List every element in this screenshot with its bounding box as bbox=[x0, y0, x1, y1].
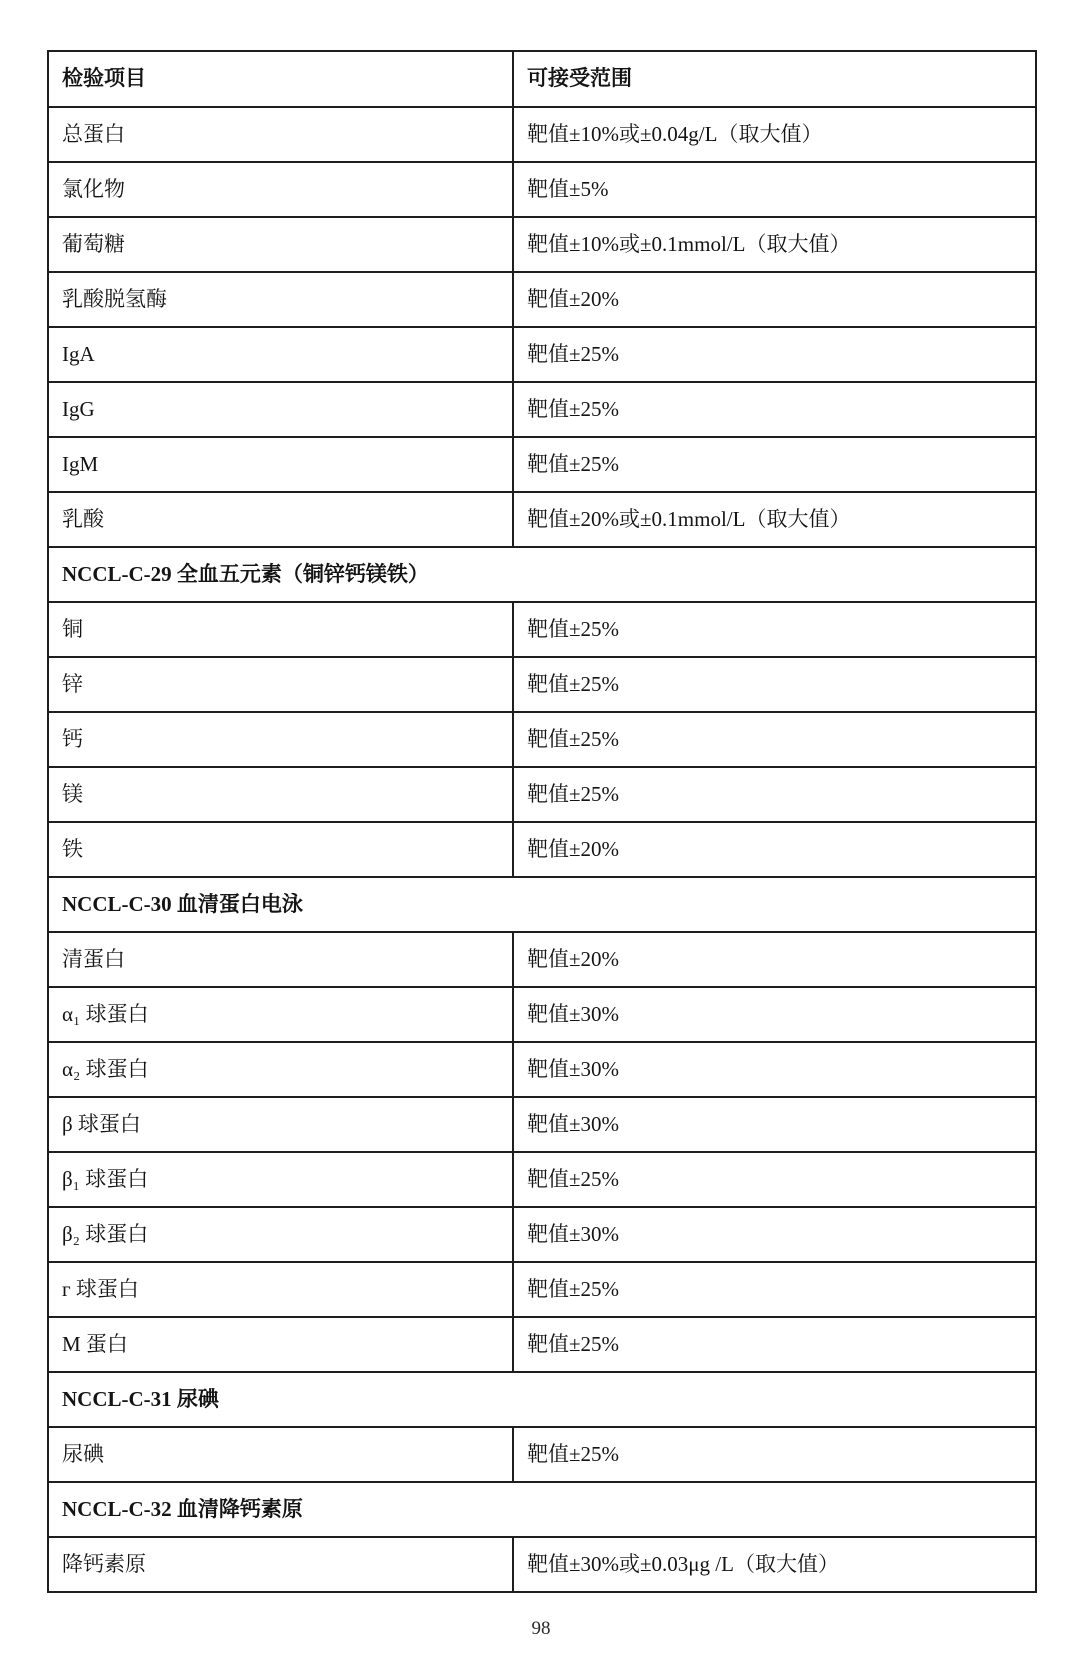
acceptable-range-cell: 靶值±25% bbox=[513, 1262, 1036, 1317]
acceptable-range-cell: 靶值±20% bbox=[513, 822, 1036, 877]
table-row bbox=[48, 107, 1036, 162]
page-number: 98 bbox=[531, 1618, 551, 1639]
table-row bbox=[48, 1097, 1036, 1152]
test-item-cell: IgM bbox=[48, 437, 513, 492]
test-item-cell: α₂ 球蛋白 bbox=[48, 1042, 513, 1097]
test-item-cell: IgA bbox=[48, 327, 513, 382]
acceptable-range-cell: 靶值±25% bbox=[513, 1317, 1036, 1372]
table-row bbox=[48, 162, 1036, 217]
table-row bbox=[48, 712, 1036, 767]
section-row bbox=[48, 877, 1036, 932]
test-item-cell: M 蛋白 bbox=[48, 1317, 513, 1372]
acceptable-range-cell: 靶值±20% bbox=[513, 272, 1036, 327]
acceptable-range-cell: 靶值±25% bbox=[513, 602, 1036, 657]
test-item-cell: IgG bbox=[48, 382, 513, 437]
table-row bbox=[48, 272, 1036, 327]
acceptable-range-cell: 靶值±20% bbox=[513, 932, 1036, 987]
test-item-cell: β₂ 球蛋白 bbox=[48, 1207, 513, 1262]
acceptable-range-cell: 靶值±25% bbox=[513, 657, 1036, 712]
acceptable-range-cell: 靶值±30% bbox=[513, 1042, 1036, 1097]
acceptable-range-cell: 靶值±30% bbox=[513, 987, 1036, 1042]
acceptance-range-table bbox=[47, 50, 1037, 1593]
table-row bbox=[48, 822, 1036, 877]
section-row bbox=[48, 547, 1036, 602]
table-row bbox=[48, 1427, 1036, 1482]
table-row bbox=[48, 767, 1036, 822]
test-item-cell: 铜 bbox=[48, 602, 513, 657]
table-row bbox=[48, 987, 1036, 1042]
acceptable-range-cell: 靶值±25% bbox=[513, 382, 1036, 437]
test-item-cell: 镁 bbox=[48, 767, 513, 822]
table-row bbox=[48, 932, 1036, 987]
acceptable-range-cell: 靶值±20%或±0.1mmol/L（取大值） bbox=[513, 492, 1036, 547]
table-row bbox=[48, 1042, 1036, 1097]
acceptable-range-cell: 靶值±30% bbox=[513, 1097, 1036, 1152]
acceptable-range-cell: 靶值±25% bbox=[513, 712, 1036, 767]
test-item-cell: 尿碘 bbox=[48, 1427, 513, 1482]
test-item-cell: 降钙素原 bbox=[48, 1537, 513, 1592]
acceptable-range-cell: 靶值±25% bbox=[513, 437, 1036, 492]
test-item-cell: 总蛋白 bbox=[48, 107, 513, 162]
column-header-test-item: 检验项目 bbox=[48, 51, 513, 107]
test-item-cell: 乳酸脱氢酶 bbox=[48, 272, 513, 327]
table-row bbox=[48, 1262, 1036, 1317]
table-row bbox=[48, 1537, 1036, 1592]
test-item-cell: β₁ 球蛋白 bbox=[48, 1152, 513, 1207]
acceptable-range-cell: 靶值±25% bbox=[513, 1152, 1036, 1207]
table-row bbox=[48, 1317, 1036, 1372]
test-item-cell: г 球蛋白 bbox=[48, 1262, 513, 1317]
table-row bbox=[48, 1207, 1036, 1262]
column-header-acceptable-range: 可接受范围 bbox=[513, 51, 1036, 107]
test-item-cell: β 球蛋白 bbox=[48, 1097, 513, 1152]
test-item-cell: 清蛋白 bbox=[48, 932, 513, 987]
section-row bbox=[48, 1482, 1036, 1537]
table-row bbox=[48, 437, 1036, 492]
table-row bbox=[48, 217, 1036, 272]
table-row bbox=[48, 657, 1036, 712]
acceptable-range-cell: 靶值±5% bbox=[513, 162, 1036, 217]
table-row bbox=[48, 382, 1036, 437]
test-item-cell: 葡萄糖 bbox=[48, 217, 513, 272]
acceptable-range-cell: 靶值±25% bbox=[513, 1427, 1036, 1482]
section-title: NCCL-C-29 全血五元素（铜锌钙镁铁） bbox=[48, 547, 1036, 602]
test-item-cell: 钙 bbox=[48, 712, 513, 767]
table-row bbox=[48, 1152, 1036, 1207]
acceptable-range-cell: 靶值±10%或±0.04g/L（取大值） bbox=[513, 107, 1036, 162]
test-item-cell: 氯化物 bbox=[48, 162, 513, 217]
section-title: NCCL-C-31 尿碘 bbox=[48, 1372, 1036, 1427]
table-header-row bbox=[48, 51, 1036, 107]
acceptable-range-cell: 靶值±30% bbox=[513, 1207, 1036, 1262]
acceptable-range-cell: 靶值±10%或±0.1mmol/L（取大值） bbox=[513, 217, 1036, 272]
test-item-cell: 乳酸 bbox=[48, 492, 513, 547]
section-row bbox=[48, 1372, 1036, 1427]
acceptable-range-cell: 靶值±25% bbox=[513, 767, 1036, 822]
section-title: NCCL-C-32 血清降钙素原 bbox=[48, 1482, 1036, 1537]
test-item-cell: 铁 bbox=[48, 822, 513, 877]
test-item-cell: 锌 bbox=[48, 657, 513, 712]
acceptable-range-cell: 靶值±25% bbox=[513, 327, 1036, 382]
table-row bbox=[48, 492, 1036, 547]
test-item-cell: α₁ 球蛋白 bbox=[48, 987, 513, 1042]
section-title: NCCL-C-30 血清蛋白电泳 bbox=[48, 877, 1036, 932]
table-row bbox=[48, 602, 1036, 657]
table-row bbox=[48, 327, 1036, 382]
acceptable-range-cell: 靶值±30%或±0.03μg /L（取大值） bbox=[513, 1537, 1036, 1592]
